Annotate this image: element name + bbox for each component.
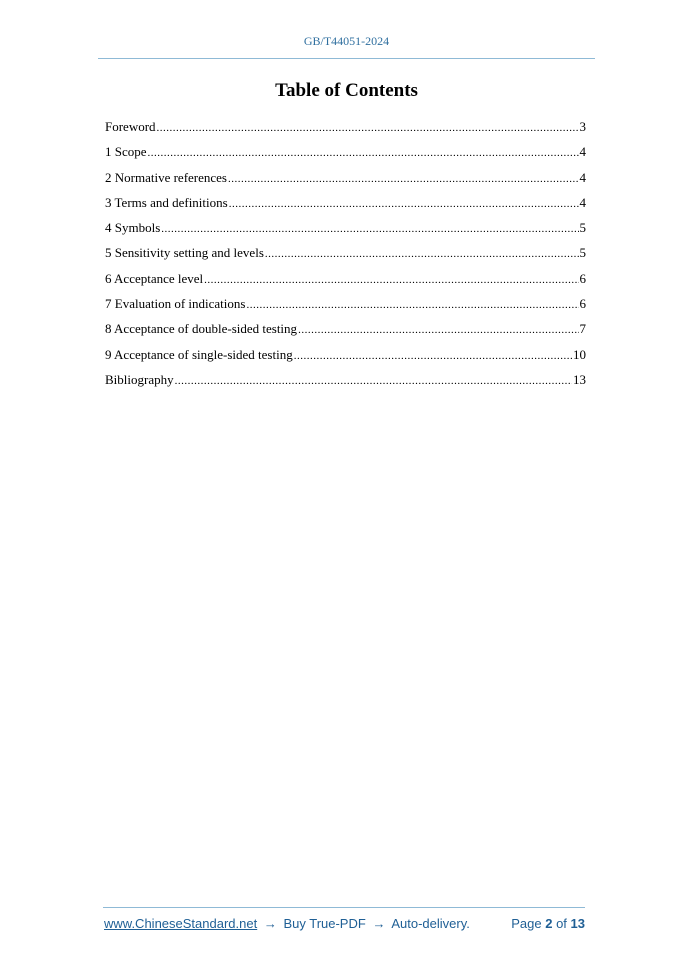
toc-entry-page: 4 [579,169,586,185]
page-indicator [511,916,585,931]
toc-entry-page: 5 [579,245,586,261]
toc-entry-double-sided[interactable] [105,319,586,344]
toc-entry-label: 9 Acceptance of single-sided testing [105,346,293,362]
toc-entry-single-sided[interactable] [105,345,586,370]
toc-entry-label: Bibliography [105,371,174,387]
toc-leader-dots [204,270,578,290]
toc-list [105,117,586,395]
toc-leader-dots [228,169,579,189]
footer-promo [104,916,470,931]
toc-leader-dots [148,143,579,163]
toc-entry-page: 13 [573,371,586,387]
document-id-header: GB/T44051-2024 [303,34,390,48]
toc-leader-dots [294,346,572,366]
page-footer [104,916,585,931]
header-divider [98,58,595,59]
toc-entry-label: Foreword [105,119,156,134]
toc-entry-terms-definitions[interactable] [105,193,586,218]
toc-title: Table of Contents [275,80,418,101]
toc-leader-dots [229,194,579,214]
toc-leader-dots [265,244,579,264]
toc-entry-scope[interactable] [105,142,586,167]
toc-entry-page: 4 [579,194,586,210]
current-page-number: 2 [545,916,553,931]
toc-entry-label: 3 Terms and definitions [105,194,228,210]
toc-entry-page: 6 [579,270,586,286]
toc-leader-dots [246,295,578,315]
toc-entry-normative-references[interactable] [105,168,586,193]
toc-entry-page: 6 [579,296,586,312]
toc-entry-foreword[interactable] [105,117,586,142]
toc-entry-label: 2 Normative references [105,169,227,185]
toc-entry-page: 3 [579,119,586,134]
of-word: of [556,916,567,931]
toc-entry-page: 5 [579,220,586,236]
toc-entry-page: 10 [573,346,586,362]
toc-entry-evaluation[interactable] [105,294,586,319]
page-word: Page [511,916,542,931]
arrow-right-icon: → [263,916,277,931]
website-link[interactable]: www.ChineseStandard.net [104,916,258,931]
toc-leader-dots [161,219,578,239]
footer-divider [103,907,585,908]
toc-entry-acceptance-level[interactable] [105,269,586,294]
total-page-count: 13 [570,916,585,931]
toc-entry-label: 5 Sensitivity setting and levels [105,245,264,261]
toc-leader-dots [157,118,579,138]
buy-pdf-text: Buy True-PDF [283,916,366,931]
toc-entry-page: 7 [579,321,586,337]
toc-entry-sensitivity[interactable] [105,243,586,268]
toc-entry-label: 4 Symbols [105,220,161,236]
toc-entry-bibliography[interactable] [105,370,586,395]
arrow-right-icon: → [372,916,386,931]
toc-leader-dots [298,320,578,340]
toc-leader-dots [175,371,572,391]
toc-entry-label: 8 Acceptance of double-sided testing [105,321,298,337]
toc-entry-label: 7 Evaluation of indications [105,296,246,312]
toc-entry-label: 1 Scope [105,144,147,160]
auto-delivery-text: Auto-delivery. [391,916,470,931]
toc-entry-symbols[interactable] [105,218,586,243]
toc-entry-label: 6 Acceptance level [105,270,204,286]
toc-entry-page: 4 [579,144,586,160]
